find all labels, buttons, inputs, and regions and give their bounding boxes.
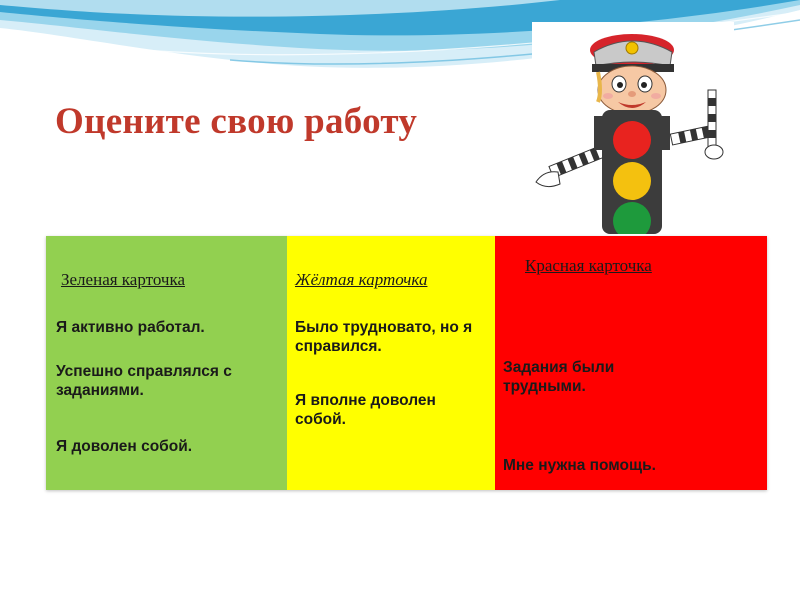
green-card <box>46 236 287 490</box>
traffic-light-policeman-icon <box>532 22 734 234</box>
evaluation-cards <box>46 236 767 490</box>
yellow-card-title: Жёлтая карточка <box>295 270 428 289</box>
yellow-card-text-1: Было трудновато, но я справился. <box>295 319 473 355</box>
red-card-text-1: Задания были трудными. <box>503 359 615 395</box>
yellow-card <box>287 236 495 490</box>
green-card-text-3: Я доволен собой. <box>56 438 193 455</box>
red-card-title: Красная карточка <box>525 256 652 275</box>
green-card-title: Зеленая карточка <box>61 270 185 289</box>
yellow-card-text-2: Я вполне доволен собой. <box>295 392 436 428</box>
red-card <box>495 236 767 490</box>
red-card-text-2: Мне нужна помощь. <box>503 457 656 474</box>
page-title: Оцените свою работу <box>55 101 418 142</box>
green-card-text-1: Я активно работал. <box>56 319 205 336</box>
green-card-text-2: Успешно справлялся с заданиями. <box>56 363 232 399</box>
